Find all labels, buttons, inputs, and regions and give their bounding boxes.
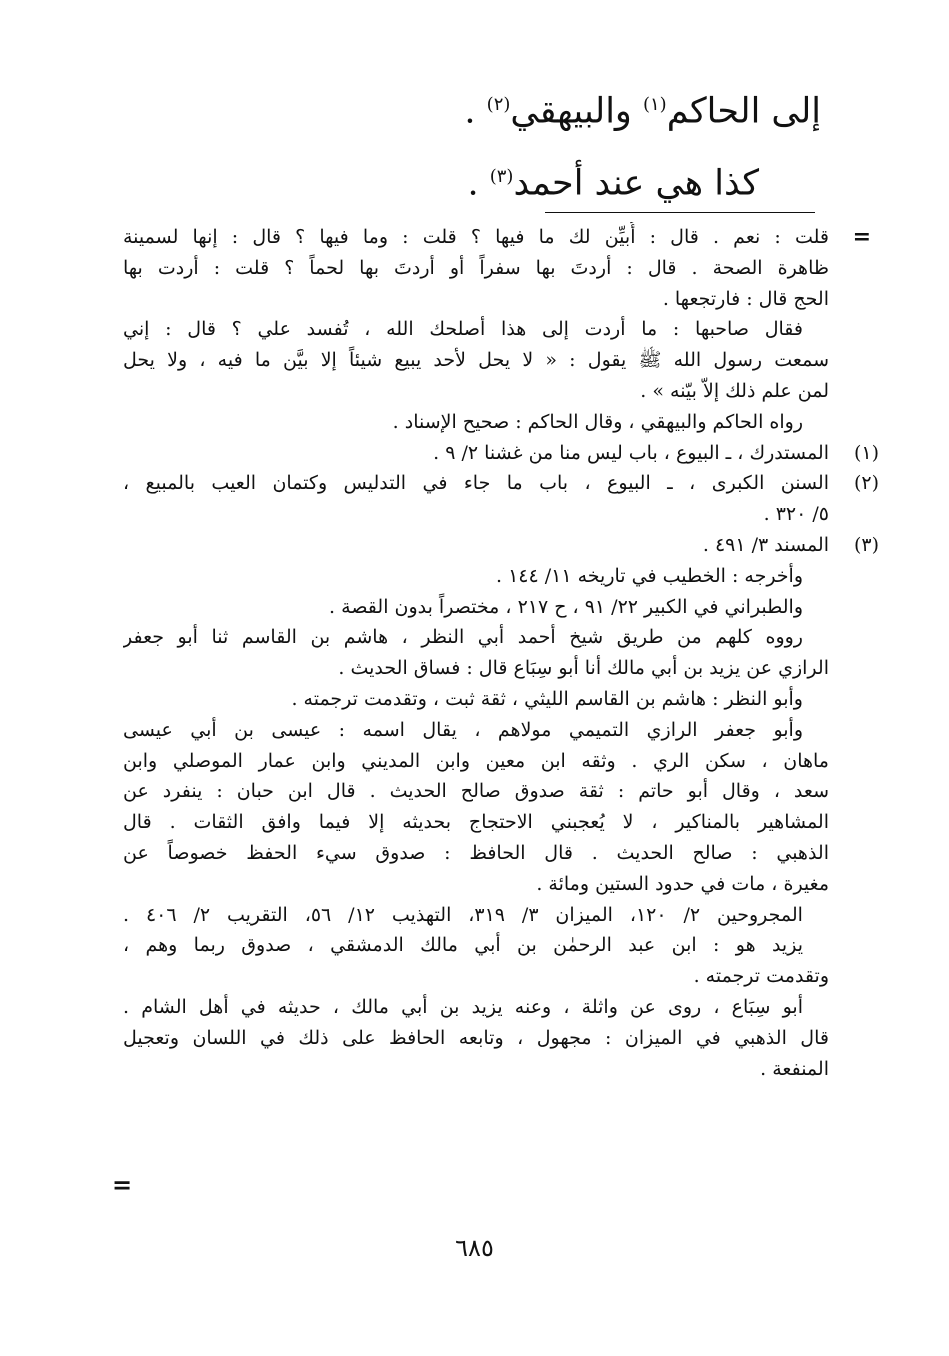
footnote-line: السنن الكبرى ، ـ البيوع ، باب ما جاء في التدليس وكتمان العيب بالمبيع ،	[123, 472, 829, 495]
footnote-line: والطبراني في الكبير ٢٢/ ٩١ ، ح ٢١٧ ، مختصراً بدون القصة .	[329, 595, 803, 618]
footnote-3	[123, 530, 879, 1084]
footnote-line: المسند ٣/ ٤٩١ .	[702, 533, 829, 556]
main-text: .	[467, 163, 490, 204]
continuation-marker-end: =	[112, 1170, 133, 1199]
footnote-2	[123, 468, 879, 530]
note-line: لمن علم ذلك إلاّ بيّنه » .	[640, 379, 829, 402]
footnote-line: قال الذهبي في الميزان : مجهول ، وتابعه الحافظ على ذلك في اللسان وتعجيل	[123, 1026, 829, 1049]
main-text: إلى الحاكم	[666, 91, 821, 132]
main-text-line-1	[464, 78, 821, 139]
footnote-line: وأبو النظر : هاشم بن القاسم الليثي ، ثقة ثبت ، وتقدمت ترجمته .	[291, 687, 803, 710]
footnote-ref[interactable]: (٢)	[486, 94, 511, 115]
footnote-line: مغيرة ، مات في حدود الستين ومائة .	[536, 872, 829, 895]
note-line: رواه الحاكم والبيهقي ، وقال الحاكم : صحيح الإسناد .	[392, 410, 803, 433]
note-line: قلت : نعم . قال : أُبيِّن لك ما فيها ؟ قلت : وما فيها ؟ قال : إنها لسمينة	[123, 226, 829, 248]
footnote-line: المشاهير بالمناكير ، لا يُعجبني الاحتجاج بحديثه إلا فيما وافق الثقات . قال	[123, 811, 829, 834]
note-line: سمعت رسول الله ﷺ يقول : « لا يحل لأحد يبيع شيئاً إلا بيَّن ما فيه ، ولا يحل	[123, 349, 829, 372]
footnote-line: الذهبي : صالح الحديث . قال الحافظ : صدوق سيء الحفظ خصوصاً عن	[123, 841, 829, 864]
note-line: ظاهرة الصحة . قال : أردتَ بها سفراً أو أردتَ بها لحماً ؟ قلت : أردت بها	[123, 256, 829, 279]
footnote-number: (٣)	[853, 533, 879, 556]
note-line: فقال صاحبها : ما أردت إلى هذا أصلحك الله ، تُفسد علي ؟ قال : إني	[123, 318, 803, 341]
main-text-line-2	[467, 150, 759, 211]
note-line: الحج قال : فارتجعها .	[662, 287, 829, 310]
footnote-ref[interactable]: (١)	[642, 94, 667, 115]
footnote-line: سعد ، وقال أبو حاتم : ثقة صدوق صالح الحديث . قال ابن حبان : ينفرد عن	[123, 780, 829, 803]
footnote-line: رووه كلهم من طريق شيخ أحمد أبي النظر ، هاشم بن القاسم ثنا أبو جعفر	[123, 626, 803, 649]
footnote-line: المجروحين ٢/ ١٢٠، الميزان ٣/ ٣١٩، التهذيب ١٢/ ٥٦، التقريب ٢/ ٤٠٦ .	[123, 903, 803, 926]
footnote-line: المنفعة .	[760, 1057, 829, 1080]
footnote-ref[interactable]: (٣)	[489, 166, 514, 187]
main-text: .	[464, 91, 487, 132]
footnote-number: (٢)	[853, 472, 879, 495]
footnotes-area	[123, 222, 879, 1084]
footnote-line: ٥/ ٣٢٠ .	[763, 503, 829, 526]
footnote-line: يزيد هو : ابن عبد الرحمٰن بن أبي مالك الدمشقي ، صدوق ربما وهم ،	[123, 934, 803, 957]
footnote-line: أبو سِبَاع ، روى عن واثلة ، وعنه يزيد بن أبي مالك ، حديثه في أهل الشام .	[123, 995, 803, 1018]
main-text: كذا هي عند أحمد	[513, 163, 759, 204]
main-text: والبيهقي	[510, 91, 643, 132]
footnote-separator	[545, 212, 815, 213]
footnote-line: وأخرجه : الخطيب في تاريخه ١١/ ١٤٤ .	[495, 564, 803, 587]
footnote-line: ماهان ، سكن الري . وثقه ابن معين وابن المديني وابن عمار الموصلي وابن	[123, 749, 829, 772]
footnote-number: (١)	[853, 441, 879, 464]
page-number: ٦٨٥	[455, 1234, 494, 1262]
continuation-marker: =	[852, 224, 871, 250]
footnote-1	[123, 438, 879, 469]
footnote-line: وتقدمت ترجمته .	[693, 965, 829, 988]
footnote-line: المستدرك ، ـ البيوع ، باب ليس منا من غشنا ٢/ ٩ .	[433, 441, 829, 464]
footnote-line: الرازي عن يزيد بن أبي مالك أنا أبو سِبَاع قال : فساق الحديث .	[338, 657, 829, 680]
footnote-line: وأبو جعفر الرازي التميمي مولاهم ، يقال اسمه : عيسى بن أبي عيسى	[123, 718, 803, 741]
